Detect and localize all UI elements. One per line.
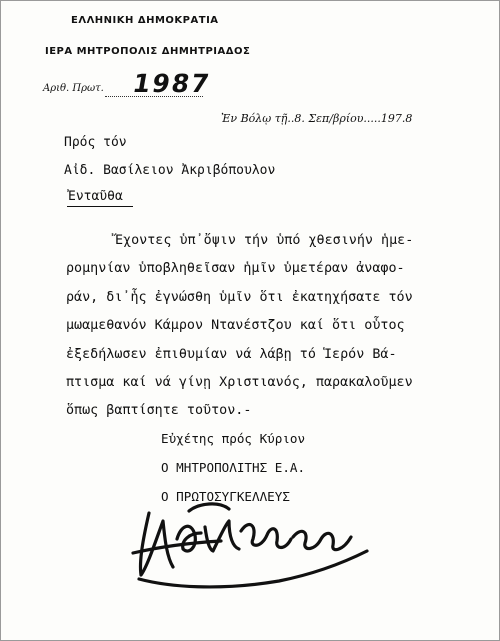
body-line-3: ράν, δι᾽ἧς ἐγνώσθη ὑμῖν ὅτι ἐκατηχήσατε τόν	[66, 290, 413, 305]
body-line-4: μωαμεθανόν Κάμρον Ντανέστζου καί ὅτι οὗτος	[66, 318, 405, 333]
handwritten-signature	[129, 491, 379, 601]
body-line-5: ἐξεδήλωσεν ἐπιθυμίαν νά λάβῃ τό Ἱερόν Βά-	[66, 347, 397, 362]
header-republic: ΕΛΛΗΝΙΚΗ ΔΗΜΟΚΡΑΤΙΑ	[71, 15, 219, 26]
address-location: Ἐνταῦθα	[68, 189, 123, 204]
protocol-number: 1987	[130, 69, 214, 98]
address-recipient: Αἰδ. Βασίλειον Ἀκριβόπουλον	[64, 163, 276, 178]
protocol-underline	[105, 96, 203, 97]
date-line: Ἐν Βόλῳ τῇ..8. Σεπ/βρίου.....197.8	[221, 112, 413, 125]
closing-protosyncellus: Ο ΠΡΩΤΟΣΥΓΚΕΛΛΕΥΣ	[161, 489, 290, 504]
body-line-6: πτισμα καί νά γίνῃ Χριστιανός, παρακαλοῦμεν	[66, 375, 413, 390]
address-to: Πρός τόν	[64, 135, 127, 150]
body-line-7: ὅπως βαπτίσητε τοῦτον.-	[66, 403, 252, 418]
closing-wish: Εὐχέτης πρός Κύριον	[161, 431, 306, 446]
body-line-1: Ἔχοντες ὑπ᾽ὄψιν τήν ὑπό χθεσινήν ἡμε-	[115, 233, 414, 248]
header-metropolis: ΙΕΡΑ ΜΗΤΡΟΠΟΛΙΣ ΔΗΜΗΤΡΙΑΔΟΣ	[45, 46, 251, 57]
location-underline	[67, 206, 133, 207]
closing-metropolitan: Ο ΜΗΤΡΟΠΟΛΙΤΗΣ Ε.Α.	[161, 460, 306, 475]
protocol-label: Αριθ. Πρωτ.	[43, 83, 104, 94]
body-line-2: ρομηνίαν ὑποβληθεῖσαν ἡμῖν ὑμετέραν ἀναφο-	[66, 261, 405, 276]
